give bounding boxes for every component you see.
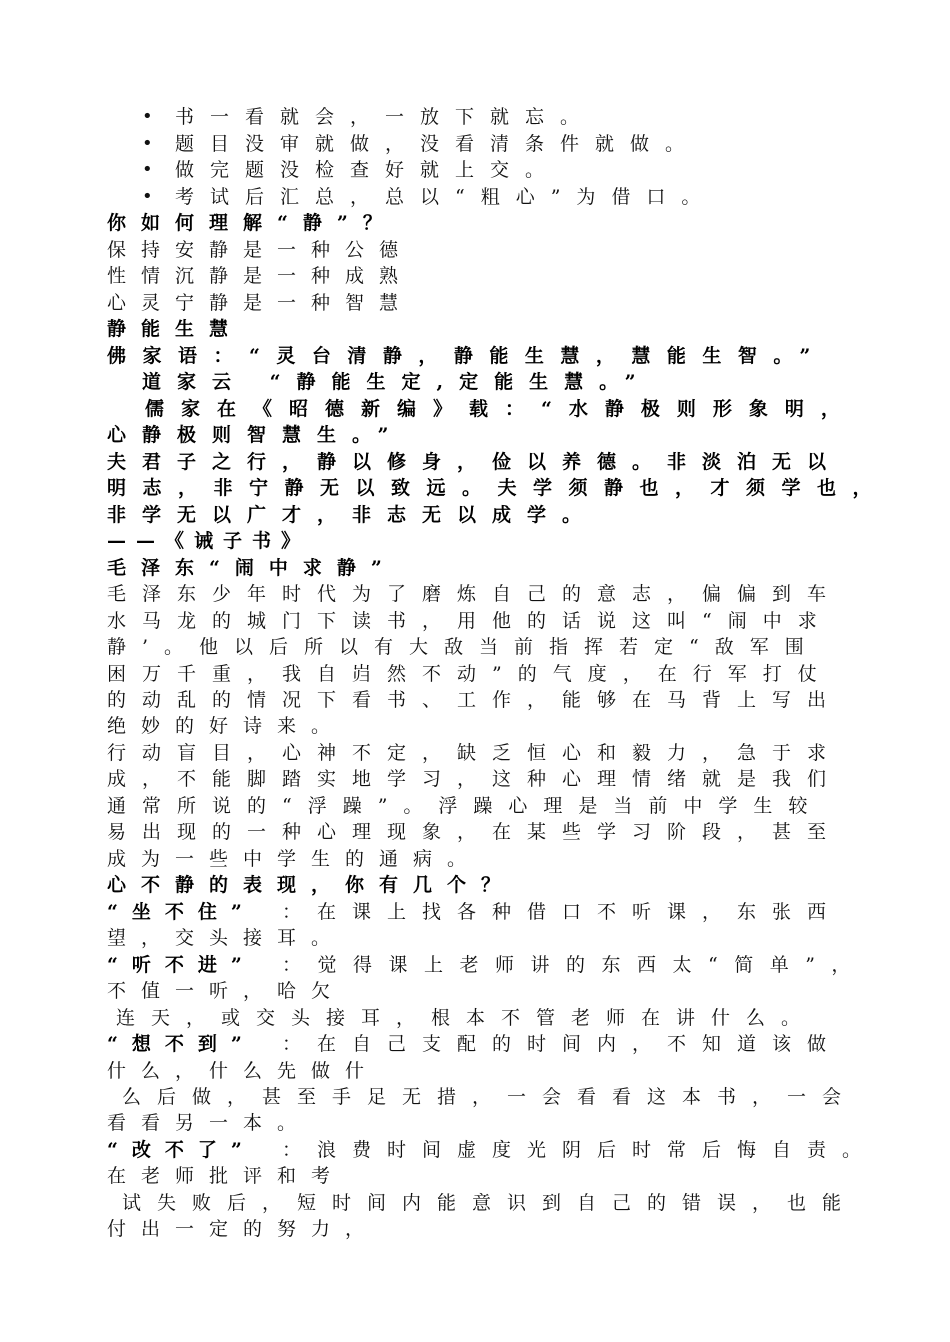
text-line: 绝妙的好诗来。 [107, 715, 346, 737]
bullet-item: 题目没审就做，没看清条件就做。 [175, 133, 701, 155]
quote-taoist: 道家云 “静能生定,定能生慧。” [142, 371, 652, 393]
text-line: 连天，或交头接耳，根本不管老师在讲什么。 [116, 1007, 817, 1029]
text-line: 不值一听，哈欠 [107, 980, 346, 1002]
text-line: ：觉得课上老师讲的东西太“简单”， [282, 954, 867, 976]
quote-jiezishu: 明志，非宁静无以致远。夫学须静也，才须学也， [107, 477, 889, 499]
bullet-dot: • [142, 106, 153, 127]
text-line: 困万千重，我自岿然不动”的气度，在行军打仗 [107, 663, 833, 685]
term-label: “听不进” [107, 954, 256, 976]
term-label: “想不到” [107, 1033, 256, 1055]
quote-confucian: 儒家在《昭德新编》载：“水静极则形象明， [145, 398, 857, 420]
text-line: 行动盲目，心神不定，缺乏恒心和毅力，急于求 [107, 742, 843, 764]
heading-section: 静能生慧 [107, 318, 244, 340]
heading-question: 心不静的表现，你有几个？ [107, 874, 516, 896]
quote-jiezishu: 非学无以广才，非志无以成学。 [107, 504, 598, 526]
quote-source: ——《诫子书》 [107, 530, 311, 552]
text-line: ：在课上找各种借口不听课，东张西 [282, 901, 843, 923]
bullet-item: 做完题没检查好就上交。 [175, 159, 561, 181]
quote-buddhist: 佛家语：“灵台清静，静能生慧，慧能生智。” [107, 345, 827, 367]
text-line: 试失败后，短时间内能意识到自己的错误，也能 [122, 1192, 858, 1214]
text-line: 通常所说的“浮躁”。浮躁心理是当前中学生较 [107, 795, 824, 817]
bullet-item: 书一看就会，一放下就忘。 [175, 106, 596, 128]
text-line: 什么，什么先做什 [107, 1060, 380, 1082]
quote-jiezishu: 夫君子之行，静以修身，俭以养德。非淡泊无以 [107, 451, 843, 473]
text-line: 心灵宁静是一种智慧 [107, 292, 414, 314]
text-line: 保持安静是一种公德 [107, 239, 414, 261]
text-line: 易出现的一种心理现象，在某些学习阶段，甚至 [107, 821, 843, 843]
text-line: 看看另一本。 [107, 1112, 312, 1134]
bullet-dot: • [142, 159, 153, 180]
text-line: 的动乱的情况下看书、工作，能够在马背上写出 [107, 689, 843, 711]
text-line: ：浪费时间虚度光阴后时常后悔自责。 [282, 1139, 878, 1161]
bullet-dot: • [142, 133, 153, 154]
text-line: 么后做，甚至手足无措，一会看看这本书，一会 [122, 1086, 858, 1108]
text-line: 付出一定的努力， [107, 1218, 380, 1240]
text-line: 在老师批评和考 [107, 1165, 346, 1187]
text-line: 毛泽东少年时代为了磨炼自己的意志，偏偏到车 [107, 583, 843, 605]
term-label: “坐不住” [107, 901, 256, 923]
term-label: “改不了” [107, 1139, 256, 1161]
text-line: ：在自己支配的时间内，不知道该做 [282, 1033, 843, 1055]
bullet-dot: • [142, 186, 153, 207]
heading-question: 你如何理解“静”？ [107, 212, 397, 234]
text-line: 静’。他以后所以有大敌当前指挥若定“敌军围 [107, 636, 820, 658]
heading-section: 毛泽东“闹中求静” [107, 557, 397, 579]
text-line: 成为一些中学生的通病。 [107, 848, 482, 870]
text-line: 性情沉静是一种成熟 [107, 265, 414, 287]
text-line: 成，不能脚踏实地学习，这种心理情绪就是我们 [107, 768, 843, 790]
text-line: 望，交头接耳。 [107, 927, 346, 949]
bullet-item: 考试后汇总，总以“粗心”为借口。 [175, 186, 717, 208]
text-line: 水马龙的城门下读书，用他的话说这叫“闹中求 [107, 610, 833, 632]
quote-confucian-cont: 心静极则智慧生。” [107, 424, 405, 446]
